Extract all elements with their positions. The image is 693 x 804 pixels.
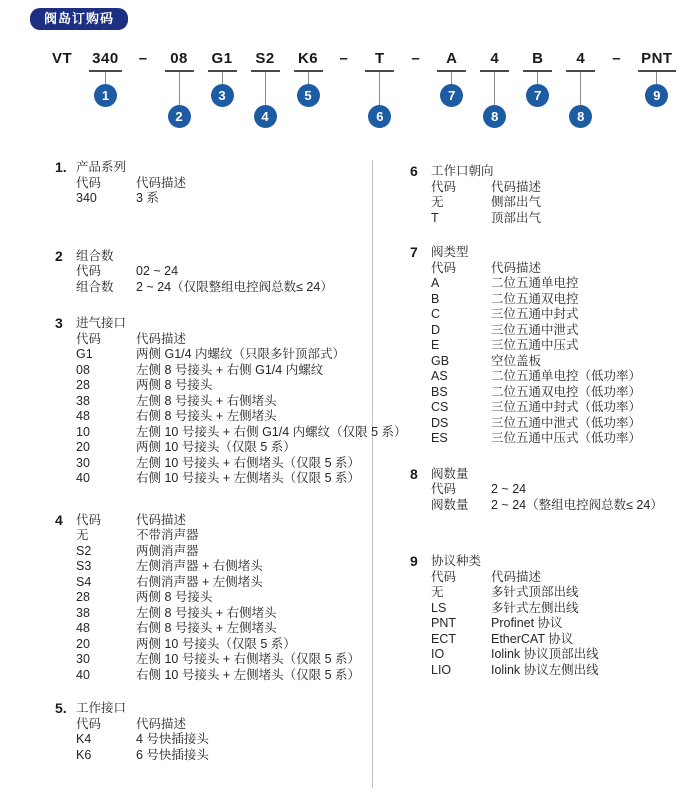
table-row	[76, 425, 407, 441]
table-row	[76, 191, 367, 207]
code-cell: 38	[76, 605, 90, 620]
right-column	[410, 164, 690, 678]
table-row	[76, 409, 407, 425]
description-cell: 左侧 10 号接头 + 右侧堵头（仅限 5 系）	[136, 455, 360, 470]
step-circle-7: 7	[440, 84, 463, 107]
step-circle-6: 6	[368, 105, 391, 128]
description-cell: 6 号快插接头	[136, 747, 209, 762]
description-cell: 二位五通双电控	[491, 291, 579, 306]
code-cell: S4	[76, 574, 92, 589]
segment-connector-line	[105, 72, 106, 84]
code-segment-text: –	[339, 50, 349, 67]
description-cell: 右侧 8 号接头 + 左侧堵头	[136, 621, 277, 635]
description-cell: 右侧 8 号接头 + 左侧堵头	[136, 409, 277, 423]
table-row	[431, 416, 690, 432]
description-cell: 多针式顶部出线	[491, 585, 579, 599]
step-circle-9: 9	[645, 84, 668, 107]
segment-connector-line	[656, 72, 657, 84]
code-cell: 无	[431, 195, 444, 209]
code-segment-text: 340	[92, 50, 119, 67]
table-row	[431, 385, 690, 401]
code-cell: B	[431, 291, 440, 306]
code-cell: 28	[76, 378, 90, 392]
table-row	[431, 632, 690, 648]
code-cell: 代码	[76, 331, 102, 346]
section-8	[410, 467, 690, 514]
code-cell: 30	[76, 652, 90, 666]
section-number: 4	[55, 511, 63, 528]
section-number: 2	[55, 247, 63, 264]
description-cell: 左侧 10 号接头 + 右侧堵头（仅限 5 系）	[136, 652, 360, 666]
code-cell: 代码	[76, 175, 102, 190]
code-cell: 48	[76, 621, 90, 635]
section-title: 工作口朝向	[431, 164, 494, 178]
segment-connector-line	[494, 72, 495, 105]
code-cell: AS	[431, 369, 448, 383]
section-6	[410, 164, 690, 226]
description-cell: EtherCAT 协议	[491, 631, 574, 646]
description-cell: 三位五通中压式	[491, 338, 579, 352]
description-cell: 右侧消声器 + 左侧堵头	[136, 574, 263, 589]
table-row	[76, 717, 367, 733]
code-cell: D	[431, 322, 441, 337]
segment-connector-line	[379, 72, 380, 105]
description-cell: 二位五通单电控	[491, 276, 579, 290]
section-body	[76, 249, 367, 296]
table-row	[431, 307, 690, 323]
section-body	[431, 164, 690, 226]
table-row	[76, 378, 407, 394]
description-cell: 左侧 10 号接头 + 右侧 G1/4 内螺纹（仅限 5 系）	[136, 424, 407, 439]
section-body	[431, 245, 690, 447]
description-cell: 两侧 10 号接头（仅限 5 系）	[136, 636, 296, 651]
code-cell: 340	[76, 191, 97, 205]
section-title: 产品系列	[76, 160, 127, 174]
description-cell: 两侧 8 号接头	[136, 590, 213, 604]
step-circle-8: 8	[483, 105, 506, 128]
description-cell: 侧部出气	[491, 195, 542, 209]
section-number: 3	[55, 315, 63, 331]
table-row	[76, 590, 367, 606]
code-cell: G1	[76, 347, 93, 361]
code-segment-text: PNT	[641, 50, 673, 67]
code-segment	[526, 50, 549, 107]
description-cell: 3 系	[136, 191, 159, 205]
description-cell: 代码描述	[491, 569, 542, 584]
description-cell: 2 ~ 24（仅限整组电控阀总数≤ 24）	[136, 279, 333, 294]
code-cell: 代码	[76, 512, 102, 527]
section-1	[55, 160, 367, 207]
code-segment	[569, 50, 592, 128]
section-4	[55, 513, 367, 684]
code-segment	[440, 50, 463, 107]
code-cell: 20	[76, 636, 90, 651]
description-cell: 4 号快插接头	[136, 732, 209, 746]
description-cell: 三位五通中泄式	[491, 322, 579, 337]
code-cell: 08	[76, 362, 90, 377]
description-cell: 代码描述	[491, 260, 542, 275]
code-cell: 48	[76, 409, 90, 423]
section-5	[55, 701, 367, 763]
table-row	[76, 363, 407, 379]
code-segment	[483, 50, 506, 128]
table-row	[431, 338, 690, 354]
table-row	[76, 637, 367, 653]
table-row	[431, 369, 690, 385]
segment-connector-line	[537, 72, 538, 84]
table-row	[76, 652, 367, 668]
code-cell: 代码	[76, 716, 102, 731]
table-row	[76, 347, 407, 363]
code-cell: LS	[431, 600, 447, 615]
description-cell: 三位五通中泄式（低功率）	[491, 415, 642, 430]
description-cell: 代码描述	[136, 175, 187, 190]
description-cell: 不带消声器	[136, 528, 199, 542]
code-segment-text: VT	[52, 50, 73, 67]
section-body	[76, 513, 367, 684]
code-cell: IO	[431, 647, 445, 661]
code-cell: LIO	[431, 662, 452, 677]
code-cell: PNT	[431, 616, 456, 630]
table-row	[76, 732, 367, 748]
table-row	[76, 332, 407, 348]
table-row	[76, 748, 367, 764]
table-row	[76, 394, 407, 410]
section-number: 7	[410, 244, 418, 260]
code-segment-text: T	[375, 50, 385, 67]
segment-connector-line	[222, 72, 223, 84]
segment-connector-line	[308, 72, 309, 84]
table-row	[431, 195, 690, 211]
section-body	[431, 554, 690, 678]
section-3	[55, 315, 407, 487]
code-cell: 20	[76, 440, 90, 454]
section-body	[76, 701, 367, 763]
table-row	[431, 400, 690, 416]
section-number: 9	[410, 553, 418, 569]
table-row	[76, 606, 367, 622]
segment-connector-line	[265, 72, 266, 105]
section-7	[410, 245, 690, 447]
left-column	[55, 159, 407, 763]
table-row	[431, 498, 690, 514]
code-segment	[168, 50, 191, 128]
table-row	[431, 616, 690, 632]
code-cell: GB	[431, 353, 450, 368]
code-cell: 代码	[431, 260, 457, 275]
segment-connector-line	[451, 72, 452, 84]
description-cell: 三位五通中封式	[491, 307, 579, 321]
table-row	[431, 663, 690, 679]
code-cell: 代码	[76, 264, 102, 278]
table-row	[76, 280, 367, 296]
code-separator	[52, 50, 72, 68]
section-body	[76, 160, 367, 207]
table-row	[431, 276, 690, 292]
code-segment-text: –	[612, 50, 622, 67]
table-row	[76, 471, 407, 487]
description-cell: 多针式左侧出线	[491, 600, 579, 615]
code-cell: 38	[76, 393, 90, 408]
code-cell: 代码	[431, 179, 457, 194]
description-cell: 两侧 G1/4 内螺纹（只限多针顶部式）	[136, 347, 346, 361]
description-cell: 2 ~ 24（整组电控阀总数≤ 24）	[491, 497, 663, 512]
table-row	[431, 601, 690, 617]
step-circle-5: 5	[297, 84, 320, 107]
table-row	[76, 456, 407, 472]
section-title: 阀类型	[431, 245, 469, 259]
description-cell: 右侧 10 号接头 + 左侧堵头（仅限 5 系）	[136, 667, 360, 682]
code-segment-text: –	[411, 50, 421, 67]
table-row	[431, 323, 690, 339]
description-cell: 02 ~ 24	[136, 264, 179, 278]
code-separator	[139, 50, 148, 68]
section-body	[431, 467, 690, 514]
code-cell: K6	[76, 747, 92, 762]
code-segment-text: K6	[297, 50, 319, 67]
description-cell: 空位盖板	[491, 353, 542, 368]
code-cell: K4	[76, 732, 92, 746]
section-body	[76, 316, 407, 487]
code-segment-text: S2	[255, 50, 275, 67]
code-cell: 无	[76, 528, 89, 542]
code-segment-text: 4	[490, 50, 500, 67]
code-cell: 28	[76, 590, 90, 604]
description-cell: 两侧 10 号接头（仅限 5 系）	[136, 440, 296, 454]
step-circle-4: 4	[254, 105, 277, 128]
section-2	[55, 249, 367, 296]
step-circle-2: 2	[168, 105, 191, 128]
table-row	[431, 482, 690, 498]
code-cell: 阀数量	[431, 497, 469, 512]
code-cell: E	[431, 338, 440, 352]
code-cell: T	[431, 210, 439, 225]
code-cell: CS	[431, 400, 449, 414]
section-9	[410, 554, 690, 678]
code-cell: 组合数	[76, 279, 114, 294]
description-cell: 两侧 8 号接头	[136, 378, 213, 392]
section-number: 6	[410, 163, 418, 179]
code-segment-text: B	[532, 50, 544, 67]
code-separator	[411, 50, 420, 68]
description-cell: Profinet 协议	[491, 616, 563, 630]
code-cell: BS	[431, 384, 448, 399]
section-number: 1.	[55, 159, 67, 175]
table-row	[76, 513, 367, 529]
code-segment-text: 4	[576, 50, 586, 67]
table-row	[431, 261, 690, 277]
description-cell: 2 ~ 24	[491, 482, 527, 496]
code-segment	[297, 50, 320, 107]
section-number: 8	[410, 465, 418, 482]
code-segment	[254, 50, 277, 128]
table-row	[76, 544, 367, 560]
step-circle-1: 1	[94, 84, 117, 107]
code-segment-text: 08	[170, 50, 188, 67]
code-segment-text: –	[138, 50, 148, 67]
section-title: 进气接口	[76, 316, 127, 330]
code-cell: 代码	[431, 482, 457, 496]
table-row	[431, 431, 690, 447]
code-cell: A	[431, 276, 440, 290]
table-row	[431, 211, 690, 227]
code-cell: S2	[76, 543, 92, 558]
section-title: 阀数量	[431, 466, 469, 481]
description-cell: 左侧 8 号接头 + 右侧 G1/4 内螺纹	[136, 362, 324, 377]
description-cell: 左侧 8 号接头 + 右侧堵头	[136, 393, 277, 408]
description-cell: Iolink 协议左侧出线	[491, 662, 599, 677]
description-cell: 二位五通单电控（低功率）	[491, 369, 642, 383]
description-cell: 二位五通双电控（低功率）	[491, 384, 642, 399]
description-cell: Iolink 协议顶部出线	[491, 647, 599, 661]
code-segment-text: A	[446, 50, 458, 67]
table-row	[76, 668, 367, 684]
table-row	[76, 264, 367, 280]
table-row	[431, 292, 690, 308]
table-row	[431, 570, 690, 586]
description-cell: 代码描述	[136, 716, 187, 731]
code-segment	[641, 50, 673, 107]
step-circle-3: 3	[211, 84, 234, 107]
table-row	[76, 176, 367, 192]
ordering-code-line	[0, 50, 693, 132]
table-row	[76, 440, 407, 456]
code-segment	[92, 50, 119, 107]
table-row	[76, 559, 367, 575]
table-row	[76, 621, 367, 637]
code-segment	[368, 50, 391, 128]
table-row	[431, 647, 690, 663]
description-cell: 左侧消声器 + 右侧堵头	[136, 559, 263, 573]
section-title: 工作接口	[76, 701, 127, 715]
code-cell: 40	[76, 471, 90, 485]
code-cell: 代码	[431, 569, 457, 584]
code-cell: 30	[76, 455, 90, 470]
description-cell: 三位五通中封式（低功率）	[491, 400, 642, 414]
code-cell: ES	[431, 431, 448, 445]
code-cell: C	[431, 307, 441, 321]
table-row	[76, 528, 367, 544]
code-cell: S3	[76, 559, 92, 573]
code-cell: ECT	[431, 631, 456, 646]
code-separator	[340, 50, 349, 68]
description-cell: 顶部出气	[491, 210, 542, 225]
table-row	[76, 575, 367, 591]
code-cell: 40	[76, 667, 90, 682]
section-title: 协议种类	[431, 554, 482, 568]
table-row	[431, 180, 690, 196]
page-title-badge: 阀岛订购码	[30, 8, 128, 30]
description-cell: 两侧消声器	[136, 543, 199, 558]
code-segment-text: G1	[211, 50, 233, 67]
section-number: 5.	[55, 700, 67, 716]
code-separator	[612, 50, 621, 68]
description-cell: 代码描述	[491, 179, 542, 194]
table-row	[431, 354, 690, 370]
section-title: 组合数	[76, 248, 114, 263]
step-circle-7: 7	[526, 84, 549, 107]
description-cell: 右侧 10 号接头 + 左侧堵头（仅限 5 系）	[136, 471, 360, 485]
table-row	[431, 585, 690, 601]
code-cell: 10	[76, 424, 90, 439]
code-cell: 无	[431, 585, 444, 599]
description-cell: 三位五通中压式（低功率）	[491, 431, 642, 445]
description-cell: 代码描述	[136, 512, 187, 527]
code-segment	[211, 50, 234, 107]
description-cell: 代码描述	[136, 331, 187, 346]
step-circle-8: 8	[569, 105, 592, 128]
code-cell: DS	[431, 415, 449, 430]
description-cell: 左侧 8 号接头 + 右侧堵头	[136, 605, 277, 620]
segment-connector-line	[179, 72, 180, 105]
segment-connector-line	[580, 72, 581, 105]
